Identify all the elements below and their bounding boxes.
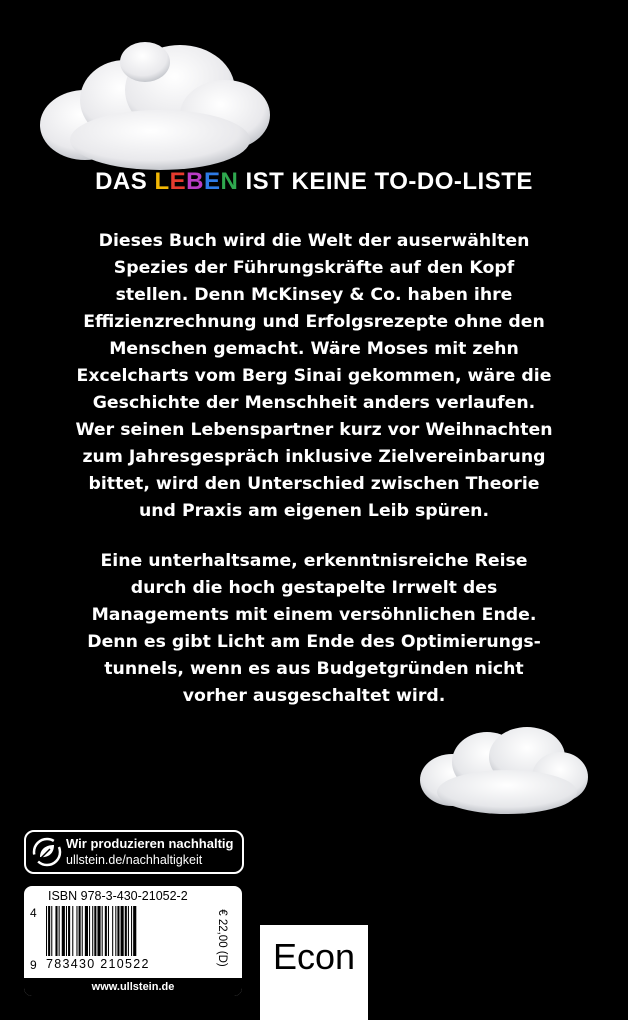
barcode-bar: [82, 906, 83, 956]
barcode-bar: [117, 906, 119, 956]
barcode-bar: [68, 906, 70, 956]
blurb-line: Excelcharts vom Berg Sinai gekommen, wäre die: [76, 366, 552, 386]
barcode-bar: [76, 906, 77, 956]
barcode-bar: [51, 906, 52, 956]
blurb-line: Eine unterhaltsame, erkenntnisreiche Reise: [100, 551, 528, 571]
title-leben-b: B: [186, 168, 204, 195]
barcode-bar: [66, 906, 67, 956]
price-label: [214, 906, 230, 970]
title-part-2: IST KEINE TO-DO-LISTE: [238, 168, 533, 195]
sustainability-line-1: Wir produzieren nachhaltig: [66, 836, 234, 851]
cloud-illustration-bottom: [412, 722, 592, 822]
blurb-line: Denn es gibt Licht am Ende des Optimierungs-: [87, 632, 541, 652]
barcode-bar: [105, 906, 107, 956]
barcode-bar: [115, 906, 116, 956]
title-leben-e1: E: [169, 168, 187, 195]
barcode-bar: [89, 906, 90, 956]
blurb-paragraph-1: [60, 228, 568, 525]
barcode-digits: 783430 210522: [46, 957, 150, 971]
barcode-bar: [102, 906, 103, 956]
blurb-line: Wer seinen Lebenspartner kurz vor Weihnachten: [75, 420, 553, 440]
barcode-bar: [133, 906, 136, 956]
barcode-bar: [112, 906, 113, 956]
barcode-bar: [48, 906, 50, 956]
blurb-paragraph-2: [60, 548, 568, 710]
title-leben-l: L: [154, 168, 170, 195]
blurb-line: Spezies der Führungskräfte auf den Kopf: [113, 258, 515, 278]
barcode-bar: [108, 906, 109, 956]
barcode-bar: [131, 906, 132, 956]
barcode-lead-digit-top: 4: [30, 906, 37, 920]
barcode-bar: [72, 906, 73, 956]
blurb-line: stellen. Denn McKinsey & Co. haben ihre: [115, 285, 513, 305]
title-leben-n: N: [220, 168, 239, 195]
barcode-bar: [97, 906, 100, 956]
price-text: € 22,00 (D): [216, 909, 228, 967]
barcode-bar: [128, 906, 129, 956]
isbn-text: ISBN 978-3-430-21052-2: [48, 889, 188, 903]
barcode-bars: [46, 906, 212, 956]
barcode-bar: [85, 906, 88, 956]
leaf-recycle-icon: [32, 837, 62, 867]
blurb-line: Managements mit einem versöhnlichen Ende.: [91, 605, 537, 625]
book-title-heading: [0, 168, 628, 196]
blurb-line: Effizienzrechnung und Erfolgsrezepte ohne den: [83, 312, 545, 332]
publisher-logo: [260, 925, 368, 1020]
blurb-line: Geschichte der Menschheit anders verlaufen.: [92, 393, 536, 413]
sustainability-line-2: ullstein.de/nachhaltigkeit: [66, 853, 203, 867]
blurb-line: durch die hoch gestapelte Irrwelt des: [130, 578, 498, 598]
barcode-lead-digit-bottom: 9: [30, 958, 37, 972]
barcode-bar: [79, 906, 81, 956]
blurb-line: tunnels, wenn es aus Budgetgründen nicht: [104, 659, 524, 679]
barcode-bar: [121, 906, 124, 956]
isbn-barcode-block: [24, 886, 242, 996]
sustainability-badge: [24, 830, 244, 874]
title-leben-e2: E: [203, 168, 221, 195]
blurb-line: vorher ausgeschaltet wird.: [182, 686, 446, 706]
blurb-line: Dieses Buch wird die Welt der auserwählten: [98, 231, 530, 251]
barcode-bar: [92, 906, 93, 956]
barcode-bar: [62, 906, 65, 956]
barcode-bar: [94, 906, 96, 956]
publisher-name: Econ: [272, 936, 356, 977]
publisher-website: www.ullstein.de: [24, 978, 242, 996]
barcode-bar: [46, 906, 47, 956]
barcode-bar: [59, 906, 60, 956]
barcode-bar: [125, 906, 127, 956]
blurb-line: zum Jahresgespräch inklusive Zielvereinbarung: [82, 447, 546, 467]
blurb-line: Menschen gemacht. Wäre Moses mit zehn: [109, 339, 519, 359]
title-part-1: DAS: [95, 168, 155, 195]
barcode-bar: [55, 906, 57, 956]
blurb-line: bittet, wird den Unterschied zwischen Theorie: [88, 474, 540, 494]
blurb-line: und Praxis am eigenen Leib spüren.: [138, 501, 490, 521]
cloud-illustration-top: [30, 40, 280, 180]
